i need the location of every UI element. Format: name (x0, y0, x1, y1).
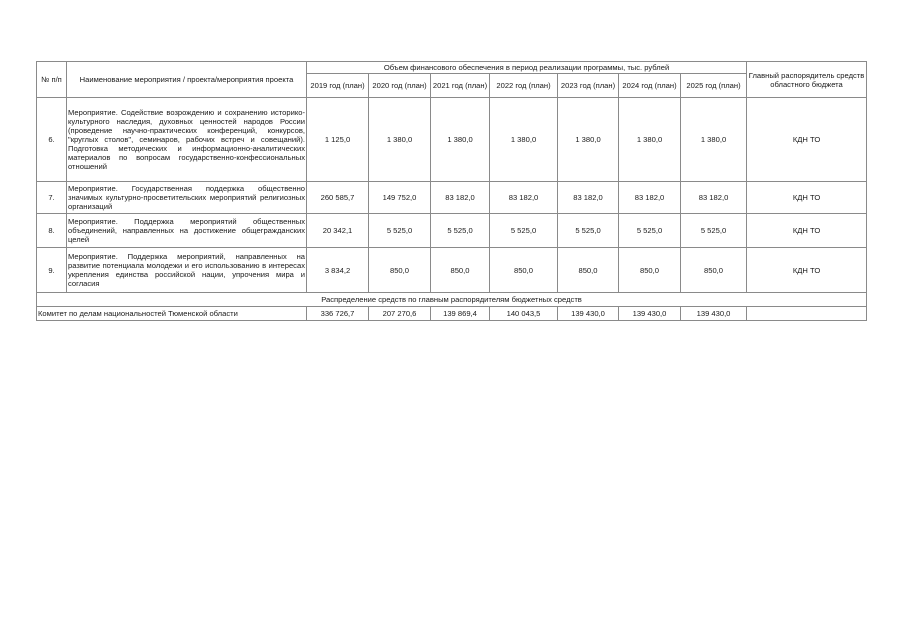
row-value: 1 125,0 (307, 98, 369, 182)
header-year: 2021 год (план) (431, 74, 490, 98)
distribution-row (37, 307, 867, 321)
row-value: 5 525,0 (619, 214, 681, 248)
row-value: 850,0 (431, 248, 490, 293)
distribution-title: Распределение средств по главным распорядителям бюджетных средств (37, 293, 867, 307)
distribution-value: 139 430,0 (619, 307, 681, 321)
row-value: 83 182,0 (431, 182, 490, 214)
row-distributor: КДН ТО (747, 182, 867, 214)
header-num: № п/п (37, 62, 67, 98)
row-value: 5 525,0 (490, 214, 558, 248)
row-num: 8. (37, 214, 67, 248)
row-value: 5 525,0 (558, 214, 619, 248)
row-value: 1 380,0 (558, 98, 619, 182)
row-name: Мероприятие. Поддержка мероприятий общественных объединений, направленных на достижение общегражданских целей (67, 214, 307, 248)
row-name: Мероприятие. Поддержка мероприятий, направленных на развитие потенциала молодежи и его использованию в интересах укрепления единства российской нации, упрочения мира и согласия (67, 248, 307, 293)
row-value: 1 380,0 (431, 98, 490, 182)
row-value: 3 834,2 (307, 248, 369, 293)
row-value: 5 525,0 (431, 214, 490, 248)
header-funding: Объем финансового обеспечения в период реализации программы, тыс. рублей (307, 62, 747, 74)
row-value: 83 182,0 (619, 182, 681, 214)
table-row (37, 182, 867, 214)
row-value: 5 525,0 (681, 214, 747, 248)
table-row (37, 214, 867, 248)
row-value: 260 585,7 (307, 182, 369, 214)
row-value: 1 380,0 (619, 98, 681, 182)
row-value: 850,0 (490, 248, 558, 293)
header-year: 2019 год (план) (307, 74, 369, 98)
row-value: 850,0 (369, 248, 431, 293)
row-distributor: КДН ТО (747, 214, 867, 248)
row-value: 149 752,0 (369, 182, 431, 214)
header-year: 2024 год (план) (619, 74, 681, 98)
distribution-name: Комитет по делам национальностей Тюменской области (37, 307, 307, 321)
distribution-value: 139 430,0 (558, 307, 619, 321)
header-year: 2022 год (план) (490, 74, 558, 98)
row-distributor: КДН ТО (747, 248, 867, 293)
distribution-value: 139 430,0 (681, 307, 747, 321)
row-distributor: КДН ТО (747, 98, 867, 182)
row-value: 1 380,0 (369, 98, 431, 182)
table-header-row (37, 62, 867, 74)
row-name: Мероприятие. Государственная поддержка общественно значимых культурно-просветительских мероприятий религиозных организаций (67, 182, 307, 214)
row-num: 6. (37, 98, 67, 182)
row-value: 850,0 (558, 248, 619, 293)
row-value: 850,0 (681, 248, 747, 293)
header-distributor: Главный распорядитель средств областного бюджета (747, 62, 867, 98)
row-name: Мероприятие. Содействие возрождению и сохранению историко-культурного наследия, духовных ценностей народов России (проведение научно-практических конференций, конкурсов, "круглых столов", семинаров, рабочих встреч и совещаний). Подготовка методических и информационно-аналитических материалов по вопросам государственно-конфессиональных отношений (67, 98, 307, 182)
header-year: 2023 год (план) (558, 74, 619, 98)
header-year: 2025 год (план) (681, 74, 747, 98)
header-year: 2020 год (план) (369, 74, 431, 98)
row-num: 9. (37, 248, 67, 293)
row-value: 20 342,1 (307, 214, 369, 248)
distribution-value: 140 043,5 (490, 307, 558, 321)
header-name: Наименование мероприятия / проекта/мероприятия проекта (67, 62, 307, 98)
distribution-title-row (37, 293, 867, 307)
row-value: 83 182,0 (681, 182, 747, 214)
table-row (37, 98, 867, 182)
row-num: 7. (37, 182, 67, 214)
distribution-value: 139 869,4 (431, 307, 490, 321)
row-value: 5 525,0 (369, 214, 431, 248)
row-value: 1 380,0 (681, 98, 747, 182)
distribution-value: 336 726,7 (307, 307, 369, 321)
distribution-distributor (747, 307, 867, 321)
row-value: 850,0 (619, 248, 681, 293)
row-value: 83 182,0 (558, 182, 619, 214)
row-value: 83 182,0 (490, 182, 558, 214)
distribution-value: 207 270,6 (369, 307, 431, 321)
budget-table (36, 61, 867, 321)
table-row (37, 248, 867, 293)
row-value: 1 380,0 (490, 98, 558, 182)
